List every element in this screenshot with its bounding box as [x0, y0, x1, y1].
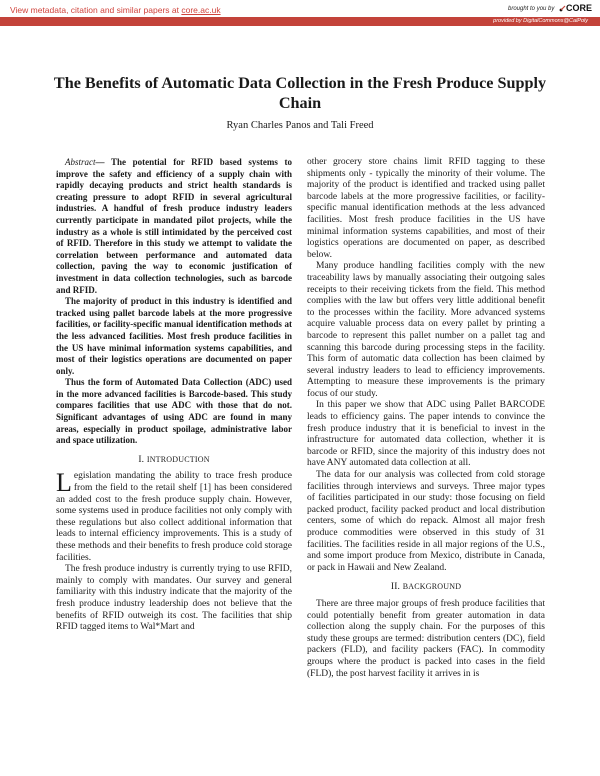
- core-link[interactable]: core.ac.uk: [181, 5, 221, 15]
- brought-by-label: brought to you by: [508, 6, 555, 12]
- core-banner: [0, 0, 600, 28]
- section2-title: BACKGROUND: [402, 582, 462, 592]
- right-column: [307, 157, 545, 680]
- metadata-link-row[interactable]: [10, 5, 221, 15]
- paper-title: The Benefits of Automatic Data Collection in the Fresh Produce Supply Chain: [53, 74, 547, 112]
- paper-authors: Ryan Charles Panos and Tali Freed: [226, 120, 374, 131]
- right-paragraph-2: Many produce handling facilities comply with the new traceability laws by manually associating their outgoing sales receipts to their receiving tickets from the field. This method complies with the law but offers very little additional benefit to the processes within the facility. More advanced systems acquire valuable process data on every pallet by printing a barcode to represent this pallet number on a pallet tag and scanning this barcode during processing steps in the facility. This form of automatic data collection has been claimed by several industry leaders to lead to efficiency improvements. Attempting to measure these improvements is the primary focus of our study.: [307, 261, 545, 399]
- background-paragraph-1: There are three major groups of fresh produce facilities that could potentially benefit from greater automation in data collection along the supply chain. For the purposes of this study these groups are termed: distribution centers (DC), field packers (FLD), and facility packers (FAC). In commodity groups where the product is packed into cases in the field (FLD), the post harvest facility it arrives in is: [307, 598, 545, 679]
- abstract-paragraph: [56, 157, 292, 296]
- section1-title: INTRODUCTION: [146, 454, 210, 464]
- core-logo[interactable]: CORE: [566, 3, 593, 13]
- intro-paragraph-2: The fresh produce industry is currently trying to use RFID, mainly to comply with mandates. Our survey and general familiarity with this industry indicate that the majority of the fresh produce industry leadership does not believe that the benefits of RFID outweigh its cost. The facilities that ship RFID tagged items to Wal*Mart and: [56, 564, 292, 633]
- right-paragraph-1: other grocery store chains limit RFID tagging to these shipments only - typically the minority of their volume. The majority of the product is identified and tracked using pallet barcode labels at the more progressive facilities, or facility-specific manual identification methods at the less advanced facilities. Most fresh produce facilities in the US have minimal information systems capabilities, and most of their logistics operations are documented on paper, as described below.: [307, 157, 545, 260]
- provided-by-label[interactable]: provided by DigitalCommons@CalPoly: [493, 18, 588, 24]
- abstract-text-1: — The potential for RFID based systems to improve the safety and efficiency of a supply chain with rapidly decaying products and strict health standards is creating pressure to adopt RFID in several agricultural industries. A handful of fresh produce industry leaders currently participate in mandated pilot projects, while the industry as a whole is still intimidated by the perceived cost of RFID. Therefore in this study we attempt to validate the correlation between performance and automated data collection, paving the way to economic justification of investment in data collection technologies, such as barcode and RFID.: [56, 157, 292, 295]
- intro-dropcap: L: [56, 468, 72, 498]
- section1-number: I.: [138, 454, 145, 465]
- abstract-text-3: Thus the form of Automated Data Collection (ADC) used in the more advanced facilities is Barcode-based. This study compares facilities that use ADC with those that do not. Significant advantages of using ADC are found in many areas, especially in product spoilage, administrative labor and space utilization.: [56, 377, 292, 446]
- core-logo-icon: [559, 5, 566, 12]
- abstract-text-2: The majority of product in this industry is identified and tracked using pallet barcode labels at the more progressive facilities, or facility-specific manual identification methods at the less advanced facilities. Most fresh produce facilities in the US have minimal information systems capabilities, and most of their logistics operations are documented on paper only.: [56, 296, 292, 376]
- right-paragraph-4: The data for our analysis was collected from cold storage facilities through interviews and surveys. Three major types of facilities participated in our study: those focusing on field packed product, facility packed product and local distribution centers, some of which do repack. Almost all major fresh produce commodities were observed in this study of 31 facilities. The facilities reside in all major regions of the U.S., and some import produce from Mexico, distribute in Canada, or pack in Hawaii and New Zealand.: [307, 470, 545, 573]
- right-paragraph-3: In this paper we show that ADC using Pallet BARCODE leads to efficiency gains. The paper intends to convince the fresh produce industry that it is beneficial to invest in the infrastructure for automated data collection, whether it is barcode or RFID, since the majority of this industry does not have ANY automated data collection at all.: [307, 400, 545, 469]
- abstract-label: Abstract: [65, 157, 96, 167]
- section-heading-introduction: [56, 454, 292, 467]
- left-column: [56, 157, 292, 634]
- metadata-text: View metadata, citation and similar papers at: [10, 5, 182, 15]
- provider-bar: [0, 17, 600, 26]
- intro-paragraph-1: [56, 468, 292, 564]
- section2-number: II.: [390, 582, 401, 593]
- section-heading-background: [307, 581, 545, 594]
- intro-text-1: egislation mandating the ability to trace fresh produce from the field to the retail shelf [1] has been considered an added cost to the fresh produce supply chain. However, some systems used in produce facilities not only comply with these regulations but also collect additional information that leads to internal efficiency improvements. This is a study of these methods and their benefits to fresh produce cold storage facilities.: [56, 471, 292, 563]
